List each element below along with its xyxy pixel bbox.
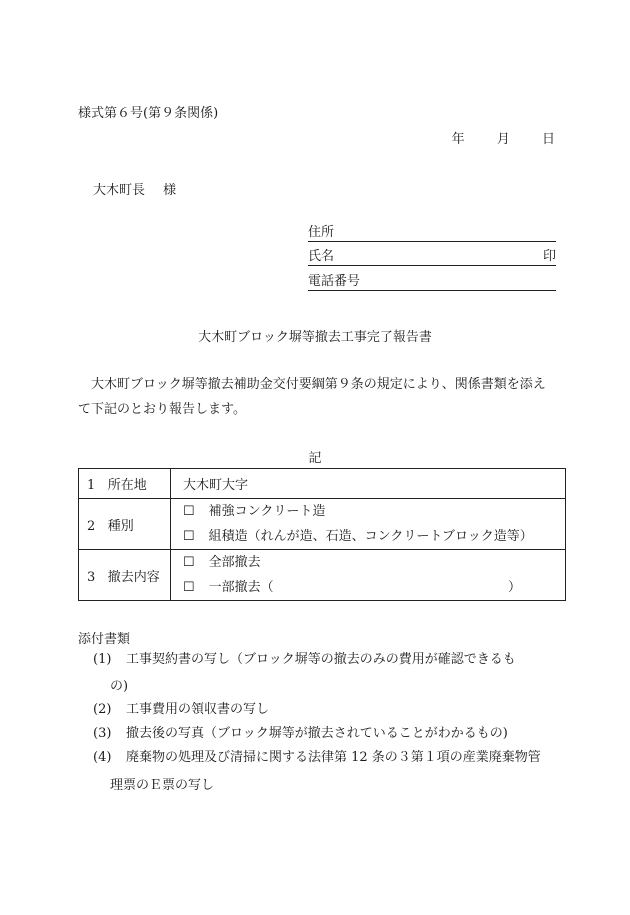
recipient-honorific: 様 [163, 183, 177, 198]
attachment-item-continuation: 理票のＥ票の写し [110, 778, 215, 793]
checkbox-icon[interactable]: ☐ [183, 504, 195, 519]
recipient [93, 179, 176, 198]
removal-options-cell [171, 550, 566, 601]
date-line [452, 128, 555, 147]
location-header: 1 所在地 [79, 469, 171, 499]
type-option-reinforced[interactable]: ☐ 補強コンクリート造 [183, 499, 557, 524]
report-table [78, 468, 566, 601]
document-title: 大木町ブロック塀等撤去工事完了報告書 [198, 330, 432, 345]
attachment-item: (3) 撤去後の写真（ブロック塀等が撤去されていることがわかるもの) [93, 726, 508, 741]
attachment-item: (2) 工事費用の領収書の写し [93, 702, 270, 717]
partial-close-paren: ） [507, 580, 521, 595]
name-field[interactable] [308, 247, 556, 266]
attachments-title: 添付書類 [78, 632, 131, 647]
name-label: 氏名 [308, 249, 335, 264]
attachment-item: (4) 廃棄物の処理及び清掃に関する法律第 12 条の３第１項の産業廃棄物管 [93, 750, 541, 765]
ki-heading: 記 [308, 451, 322, 466]
table-row [79, 469, 566, 499]
date-month: 月 [496, 132, 510, 147]
removal-option-partial[interactable]: ☐ 一部撤去（ ） [183, 575, 557, 600]
removal-header: 3 撤去内容 [79, 550, 171, 601]
location-value: 大木町大字 [183, 478, 249, 493]
location-value-cell[interactable] [171, 469, 566, 499]
recipient-name: 大木町長 [93, 183, 146, 198]
date-year: 年 [451, 132, 465, 147]
seal-mark: 印 [542, 249, 556, 264]
phone-field[interactable] [308, 272, 556, 291]
attachment-item: (1) 工事契約書の写し（ブロック塀等の撤去のみの費用が確認できるも [93, 652, 516, 667]
form-number: 様式第６号(第９条関係) [78, 106, 219, 121]
removal-option-full[interactable]: ☐ 全部撤去 [183, 550, 557, 575]
checkbox-icon[interactable]: ☐ [183, 555, 195, 570]
address-field[interactable] [308, 223, 556, 242]
date-day: 日 [541, 132, 555, 147]
type-header: 2 種別 [79, 499, 171, 550]
table-row [79, 550, 566, 601]
type-option-masonry[interactable]: ☐ 組積造（れんが造、石造、コンクリートブロック造等） [183, 524, 557, 549]
checkbox-icon[interactable]: ☐ [183, 580, 195, 595]
body-paragraph: 大木町ブロック塀等撤去補助金交付要綱第９条の規定により、関係書類を添えて下記のとおり報告します。 [78, 377, 546, 417]
phone-label: 電話番号 [308, 274, 361, 289]
table-row [79, 499, 566, 550]
attachment-item-continuation: の) [110, 679, 129, 694]
type-options-cell [171, 499, 566, 550]
checkbox-icon[interactable]: ☐ [183, 529, 195, 544]
address-label: 住所 [308, 225, 335, 240]
